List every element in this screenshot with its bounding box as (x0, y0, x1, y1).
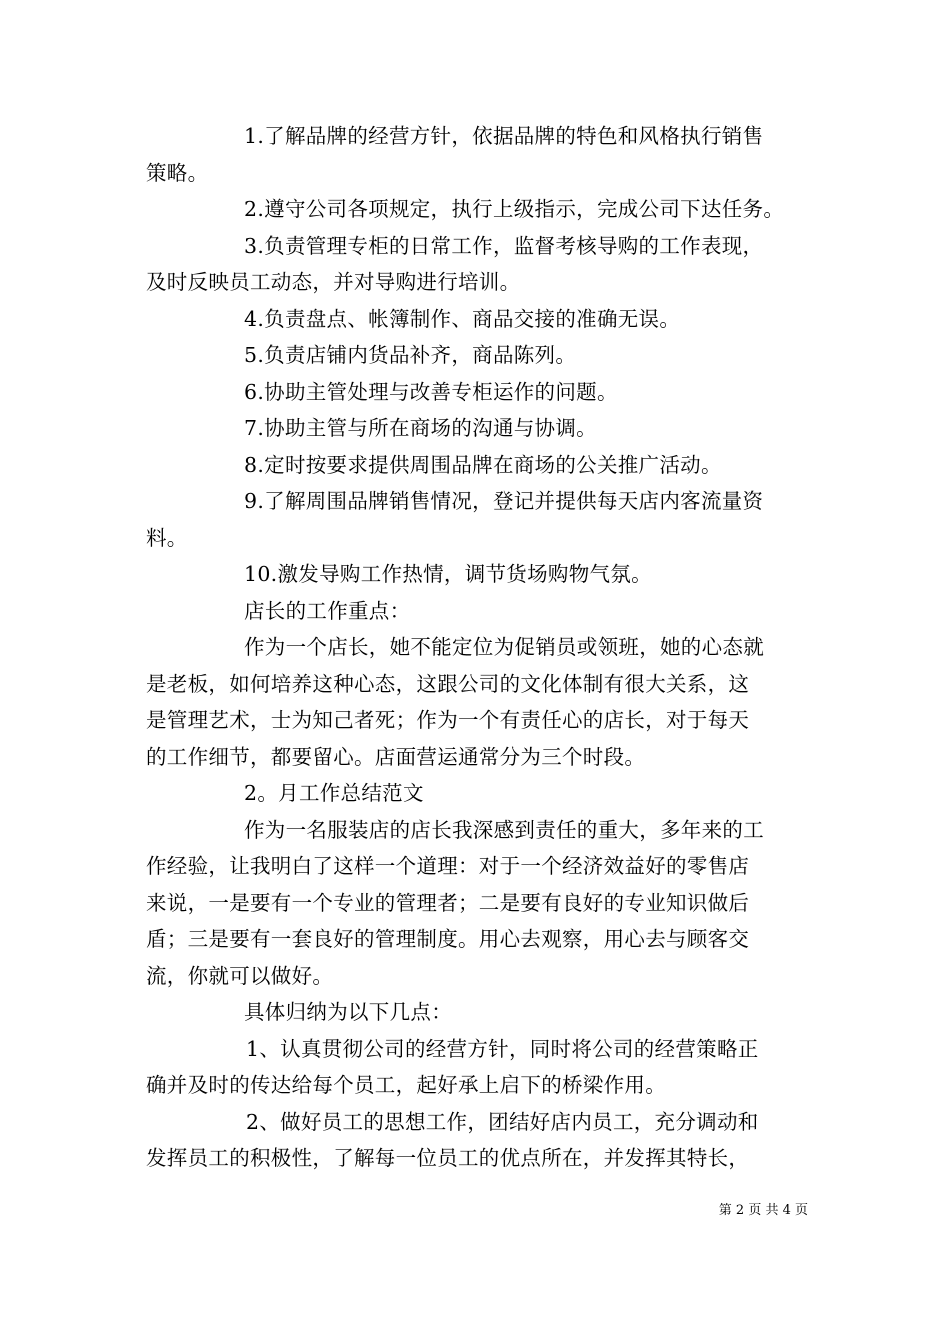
text-line: 2、做好员工的思想工作，团结好店内员工，充分调动和 (246, 1109, 759, 1134)
text-line: 来说，一是要有一个专业的管理者；二是要有良好的专业知识做后 (146, 890, 750, 915)
text-line: 流，你就可以做好。 (146, 963, 334, 988)
section-heading: 店长的工作重点： (244, 598, 411, 623)
text-line: 1.了解品牌的经营方针，依据品牌的特色和风格执行销售 (244, 124, 764, 148)
text-line: 的工作细节，都要留心。店面营运通常分为三个时段。 (146, 744, 646, 769)
text-line: 4.负责盘点、帐簿制作、商品交接的准确无误。 (244, 306, 681, 331)
text-line: 发挥员工的积极性，了解每一位员工的优点所在，并发挥其特长， (146, 1146, 750, 1170)
text-line: 料。 (146, 525, 188, 550)
page-number: 第 2 页 共 4 页 (718, 1203, 808, 1218)
text-line: 策略。 (146, 160, 209, 185)
document-body (146, 118, 818, 1177)
text-line: 6.协助主管处理与改善专柜运作的问题。 (244, 379, 618, 404)
text-line: 8.定时按要求提供周围品牌在商场的公关推广活动。 (244, 452, 722, 477)
text-line: 1、认真贯彻公司的经营方针，同时将公司的经营策略正 (246, 1036, 759, 1061)
text-line: 具体归纳为以下几点： (244, 1000, 452, 1024)
text-line: 3.负责管理专柜的日常工作，监督考核导购的工作表现， (244, 233, 764, 258)
text-line: 确并及时的传达给每个员工，起好承上启下的桥梁作用。 (146, 1073, 666, 1097)
text-line: 是老板，如何培养这种心态，这跟公司的文化体制有很大关系，这 (146, 671, 750, 696)
text-line: 作为一名服装店的店长我深感到责任的重大，多年来的工 (244, 817, 764, 842)
text-line: 10.激发导购工作热情，调节货场购物气氛。 (244, 562, 652, 586)
text-line: 盾；三是要有一套良好的管理制度。用心去观察，用心去与顾客交 (146, 927, 750, 951)
text-line: 作为一个店长，她不能定位为促销员或领班，她的心态就 (244, 635, 764, 659)
text-line: 作经验，让我明白了这样一个道理：对于一个经济效益好的零售店 (146, 854, 750, 878)
section-heading: 2。月工作总结范文 (244, 781, 424, 805)
text-line: 9.了解周围品牌销售情况，登记并提供每天店内客流量资 (244, 489, 764, 513)
text-line: 及时反映员工动态，并对导购进行培训。 (146, 270, 521, 294)
text-line: 7.协助主管与所在商场的沟通与协调。 (244, 416, 597, 440)
text-line: 5.负责店铺内货品补齐，商品陈列。 (244, 343, 577, 367)
text-line: 2.遵守公司各项规定，执行上级指示，完成公司下达任务。 (244, 197, 785, 221)
text-line: 是管理艺术，士为知己者死；作为一个有责任心的店长，对于每天 (146, 708, 750, 732)
